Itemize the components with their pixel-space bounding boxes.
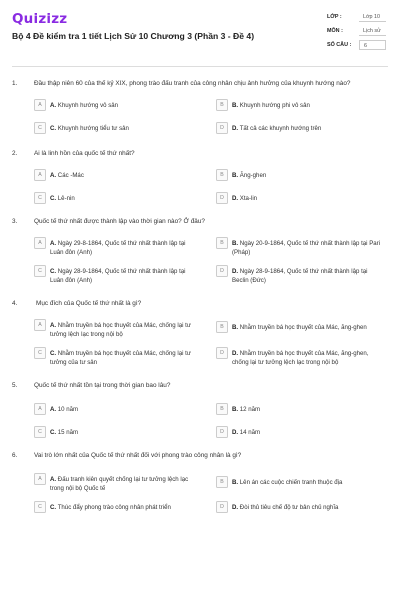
header-divider [12, 66, 388, 67]
option-text: C. 15 năm [50, 428, 79, 436]
question-text: Ai là linh hồn của quốc tế thứ nhất? [34, 150, 135, 157]
question-number: 2. [12, 150, 18, 157]
option-letter-box: A [34, 403, 46, 415]
option-text: D. Tất cả các khuynh hướng trên [232, 124, 322, 132]
option-text: B. Ngày 20-9-1864, Quốc tế thứ nhất thành lập tại Pari (Pháp) [232, 239, 381, 256]
option-letter-box: D [216, 426, 228, 438]
option-letter-box: C [34, 192, 46, 204]
option-letter-box: C [34, 501, 46, 513]
option-text: B. Khuynh hướng phi vô sản [232, 101, 310, 109]
option-text: C. Nhằm truyền bá học thuyết của Mác, chống lại tư tưởng của tư sản [50, 349, 191, 366]
option-text: D. Đòi thủ tiêu chế độ tư bản chủ nghĩa [232, 503, 339, 511]
meta-label: SỐ CÂU : [327, 42, 352, 48]
option-letter-box: C [34, 347, 46, 359]
option-letter-box: A [34, 99, 46, 111]
option-text: A. Khuynh hướng vô sản [50, 101, 119, 109]
option-text: B. 12 năm [232, 405, 261, 413]
option-text: A. Đấu tranh kiên quyết chống lại tư tưởng lệch lạc trong nội bộ Quốc tế [50, 475, 189, 492]
option-letter-box: B [216, 237, 228, 249]
question-text: Mục đích của Quốc tế thứ nhất là gì? [36, 300, 142, 307]
meta-label: LỚP : [327, 14, 342, 20]
option-text: B. Lên án các cuộc chiến tranh thuộc địa [232, 478, 343, 486]
option-letter-box: A [34, 237, 46, 249]
option-letter-box: B [216, 403, 228, 415]
quizizz-logo: Quizizz [12, 11, 68, 27]
option-text: A. Các -Mác [50, 171, 84, 179]
option-text: D. Nhằm truyền bá học thuyết của Mác, ăng-ghen, chống lại tư tưởng lệch lạc trong nội bộ [232, 349, 369, 366]
question-text: Đầu thập niên 60 của thế kỷ XIX, phong trào đấu tranh của công nhân chịu ảnh hưởng của khuynh hướng nào? [34, 80, 351, 87]
option-letter-box: D [216, 347, 228, 359]
option-text: D. Ngày 28-9-1864, Quốc tế thứ nhất thành lập tại Beclin (Đức) [232, 267, 368, 284]
question-number: 3. [12, 218, 18, 225]
option-text: D. 14 năm [232, 428, 261, 436]
meta-row-question-count [327, 42, 387, 56]
option-letter-box: A [34, 473, 46, 485]
option-text: B. Ăng-ghen [232, 171, 267, 179]
option-text: A. Nhằm truyền bá học thuyết của Mác, chống lại tư tưởng lệch lạc trong nội bộ [50, 321, 191, 338]
option-letter-box: A [34, 169, 46, 181]
option-text: C. Ngày 28-9-1864, Quốc tế thứ nhất thành lập tại Luân đôn (Anh) [50, 267, 186, 284]
option-letter-box: C [34, 122, 46, 134]
question-text: Vai trò lớn nhất của Quốc tế thứ nhất đối với phong trào công nhân là gì? [34, 452, 242, 459]
option-text: B. Nhằm truyền bá học thuyết của Mác, ăng-ghen [232, 323, 367, 331]
worksheet-meta [327, 14, 387, 56]
question-number: 1. [12, 80, 18, 87]
option-letter-box: A [34, 319, 46, 331]
option-letter-box: B [216, 169, 228, 181]
option-text: A. Ngày 29-8-1864, Quốc tế thứ nhất thành lập tại Luân đôn (Anh) [50, 239, 186, 256]
option-text: D. Xta-lin [232, 194, 258, 202]
option-letter-box: B [216, 476, 228, 488]
meta-value-class: Lớp 10 [359, 12, 386, 22]
option-letter-box: D [216, 122, 228, 134]
question-text: Quốc tế thứ nhất tồn tại trong thời gian bao lâu? [34, 382, 171, 389]
question-number: 4. [12, 300, 18, 307]
option-letter-box: D [216, 192, 228, 204]
question-text: Quốc tế thứ nhất được thành lập vào thời gian nào? Ở đâu? [34, 218, 205, 225]
meta-label: MÔN : [327, 28, 343, 34]
worksheet-title: Bộ 4 Đề kiểm tra 1 tiết Lịch Sử 10 Chương 3 (Phần 3 - Đề 4) [12, 31, 255, 41]
option-letter-box: B [216, 321, 228, 333]
option-letter-box: D [216, 501, 228, 513]
option-text: C. Thúc đẩy phong trào công nhân phát triển [50, 503, 171, 511]
option-letter-box: B [216, 99, 228, 111]
question-number: 5. [12, 382, 18, 389]
question-number: 6. [12, 452, 18, 459]
option-letter-box: C [34, 426, 46, 438]
option-letter-box: C [34, 265, 46, 277]
option-text: A. 10 năm [50, 405, 79, 413]
option-text: C. Khuynh hướng tiểu tư sản [50, 124, 129, 132]
meta-value-question-count: 6 [359, 40, 386, 50]
meta-value-subject: Lịch sử [359, 26, 386, 36]
option-letter-box: D [216, 265, 228, 277]
option-text: C. Lê-nin [50, 194, 75, 202]
